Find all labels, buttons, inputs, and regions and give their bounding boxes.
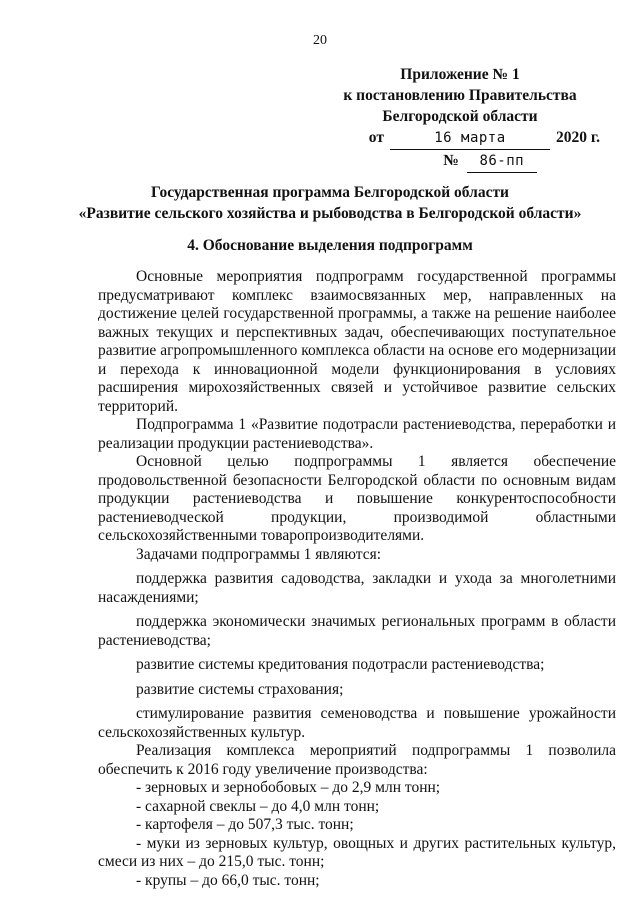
list-item: - муки из зерновых культур, овощных и других растительных культур, смеси из них – до 215,0 тыс. тонн; <box>98 834 616 870</box>
number-prefix: № <box>443 152 459 169</box>
page-number: 20 <box>313 33 327 48</box>
paragraph: Основные мероприятия подпрограмм государственной программы предусматривают комплекс взаимосвязанных мер, направленных на достижение целей государственной программы, а также на решение наиболее важных текущих и перспективных задач, обеспечивающих поступательное развитие агропромышленного комплекса области на основе его модернизации и перехода к инновационной модели функционирования в условиях расширения мирохозяйственных связей и устойчивое развитие сельских территорий. <box>98 268 616 415</box>
date-prefix: от <box>368 129 384 146</box>
paragraph: Подпрограмма 1 «Развитие подотрасли растениеводства, переработки и реализации продукции растениеводства». <box>98 416 616 452</box>
body-text <box>98 268 616 890</box>
appendix-date-line <box>320 127 600 150</box>
appendix-title: Приложение № 1 <box>400 66 520 83</box>
paragraph: Основной целью подпрограммы 1 является обеспечение продовольственной безопасности Белгородской области по основным видам продукции растениеводства и повышение конкурентоспособности растениеводческой продукции, производимой областными сельскохозяйственными товаропроизводителями. <box>98 453 616 544</box>
date-year: 2020 г. <box>555 129 600 146</box>
program-title-line-2: «Развитие сельского хозяйства и рыбоводства в Белгородской области» <box>78 205 582 222</box>
list-item: развитие системы страхования; <box>136 680 344 698</box>
list-item: - зерновых и зернобобовых – до 2,9 млн тонн; <box>136 779 441 796</box>
appendix-header <box>320 64 600 173</box>
appendix-region: Белгородской области <box>382 108 538 125</box>
list-item: - крупы – до 66,0 тыс. тонн; <box>136 871 320 889</box>
list-item: развитие системы кредитования подотрасли растениеводства; <box>136 656 545 673</box>
section-heading: 4. Обоснование выделения подпрограмм <box>187 237 473 254</box>
list-item: поддержка экономически значимых региональных программ в области растениеводства; <box>98 613 616 649</box>
date-value: 16 марта <box>390 128 550 150</box>
program-title-line-1: Государственная программа Белгородской области <box>150 184 509 201</box>
paragraph: Задачами подпрограммы 1 являются: <box>136 545 382 563</box>
number-value: 86-пп <box>467 151 537 173</box>
list-item: - картофеля – до 507,3 тыс. тонн; <box>136 816 354 833</box>
list-item: стимулирование развития семеноводства и повышение урожайности сельскохозяйственных культур. <box>98 705 616 741</box>
list-item: - сахарной свеклы – до 4,0 млн тонн; <box>136 797 380 815</box>
appendix-number-line <box>380 150 600 173</box>
appendix-resolution: к постановлению Правительства <box>343 87 577 104</box>
list-item: поддержка развития садоводства, закладки и ухода за многолетними насаждениями; <box>98 570 616 606</box>
paragraph: Реализация комплекса мероприятий подпрограммы 1 позволила обеспечить к 2016 году увеличение производства: <box>98 742 616 778</box>
program-title <box>60 182 600 224</box>
